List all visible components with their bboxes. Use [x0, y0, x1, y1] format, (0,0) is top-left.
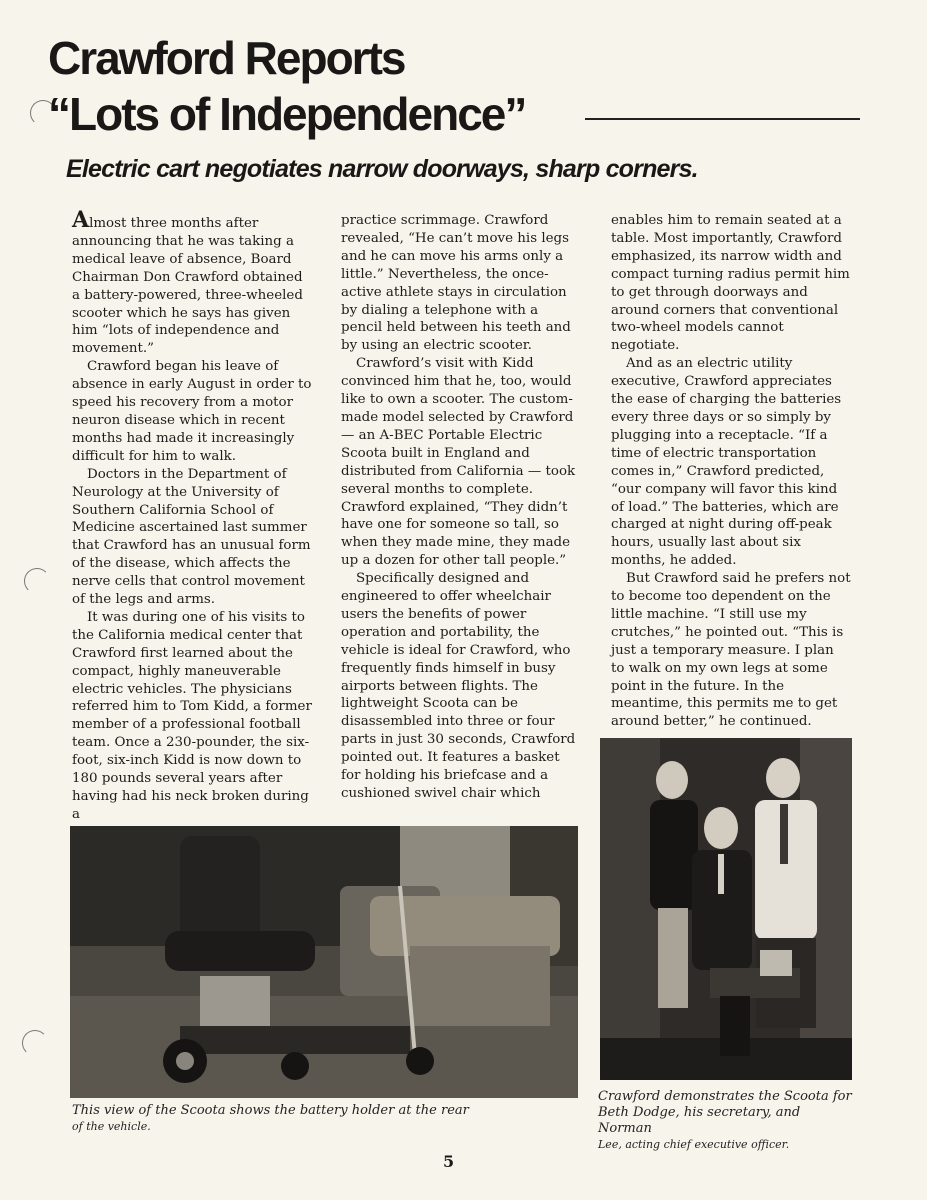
paragraph — [72, 207, 312, 358]
subheadline: Electric cart negotiates narrow doorways, sharp corners. — [66, 155, 698, 183]
page-number: 5 — [443, 1152, 455, 1171]
paragraph: Crawford began his leave of absence in early August in order to speed his recovery from a motor neuron disease which in recent months had made it increasingly difficult for him to walk. — [72, 359, 312, 464]
caption-line: Crawford demonstrates the Scoota for — [598, 1089, 852, 1104]
article-column-2 — [341, 212, 578, 803]
paragraph: It was during one of his visits to the California medical center that Crawford first learned about the compact, highly maneuverable electric vehicles. The physicians referred him to Tom Kidd, a former member of a professional football team. Once a 230-pounder, the six-foot, six-inch Kidd is now down to 180 pounds several years after having had his neck broken during a — [72, 609, 312, 822]
crawford-photo-caption — [598, 1089, 858, 1153]
paragraph: practice scrimmage. Crawford revealed, “He can’t move his legs and he can move his arms only a little.” Nevertheless, the once-active athlete stays in circulation by dialing a telephone with a pencil held between his teeth and by using an electric scooter. — [341, 213, 571, 354]
headline-line-1: Crawford Reports — [48, 32, 405, 84]
binder-hole-bottom — [22, 1030, 48, 1056]
paragraph-text: lmost three months after announcing that he was taking a medical leave of absence, Board Chairman Don Crawford obtained a battery-powered, three-wheeled scooter which he says has given him “lots of independence and movement.” — [72, 216, 303, 357]
caption-line: of the vehicle. — [72, 1120, 151, 1133]
paragraph: Specifically designed and engineered to offer wheelchair users the benefits of power operation and portability, the vehicle is ideal for Crawford, who frequently finds himself in busy airports between flights. The lightweight Scoota can be disassembled into three or four parts in just 30 seconds, Crawford pointed out. It features a basket for holding his briefcase and a cushioned swivel chair which — [341, 571, 576, 801]
crawford-photo — [600, 738, 852, 1080]
crawford-photo-image — [600, 738, 852, 1080]
article-column-1 — [72, 207, 312, 824]
caption-line: Beth Dodge, his secretary, and Norman — [598, 1105, 801, 1136]
headline-line-2: “Lots of Independence” — [48, 88, 526, 140]
headline-rule — [585, 118, 860, 120]
paragraph: Doctors in the Department of Neurology at the University of Southern California School of Medicine ascertained last summer that Crawford has an unusual form of the disease, which affects the nerve cells that control movement of the legs and arms. — [72, 466, 311, 608]
paragraph: Crawford explained, “They didn’t have one for someone so tall, so when they made mine, they made up a dozen for other tall people.” — [341, 499, 571, 569]
paragraph: And as an electric utility executive, Crawford appreciates the ease of charging the batteries every three days or so simply by plugging into a receptacle. “If a time of electric transportation comes in,” Crawford predicted, “our company will favor this kind of load.” The batteries, which are charged at night during off-peak hours, usually last about six months, he added. — [611, 356, 842, 569]
paragraph: enables him to remain seated at a table. Most importantly, Crawford emphasized, its narrow width and compact turning radius permit him to get through doorways and around corners that conventional two-wheel models cannot negotiate. — [611, 213, 850, 354]
binder-hole-middle — [24, 568, 50, 594]
caption-line: This view of the Scoota shows the battery holder at the rear — [72, 1103, 469, 1118]
scooter-photo-caption — [72, 1103, 492, 1135]
article-column-3 — [611, 212, 851, 731]
headline — [48, 30, 525, 142]
scooter-photo-image — [70, 826, 578, 1098]
paragraph: But Crawford said he prefers not to become too dependent on the little machine. “I still use my crutches,” he pointed out. “This is just a temporary measure. I plan to walk on my own legs at some point in the future. In the meantime, this permits me to get around better,” he continued. — [611, 571, 851, 730]
scooter-photo — [70, 826, 578, 1098]
paragraph: Crawford’s visit with Kidd convinced him that he, too, would like to own a scooter. The custom-made model selected by Crawford — an A-BEC Portable Electric Scoota built in England and distributed from California — took several months to complete. — [341, 356, 576, 497]
caption-line: Lee, acting chief executive officer. — [598, 1138, 790, 1151]
drop-cap: A — [72, 207, 90, 233]
